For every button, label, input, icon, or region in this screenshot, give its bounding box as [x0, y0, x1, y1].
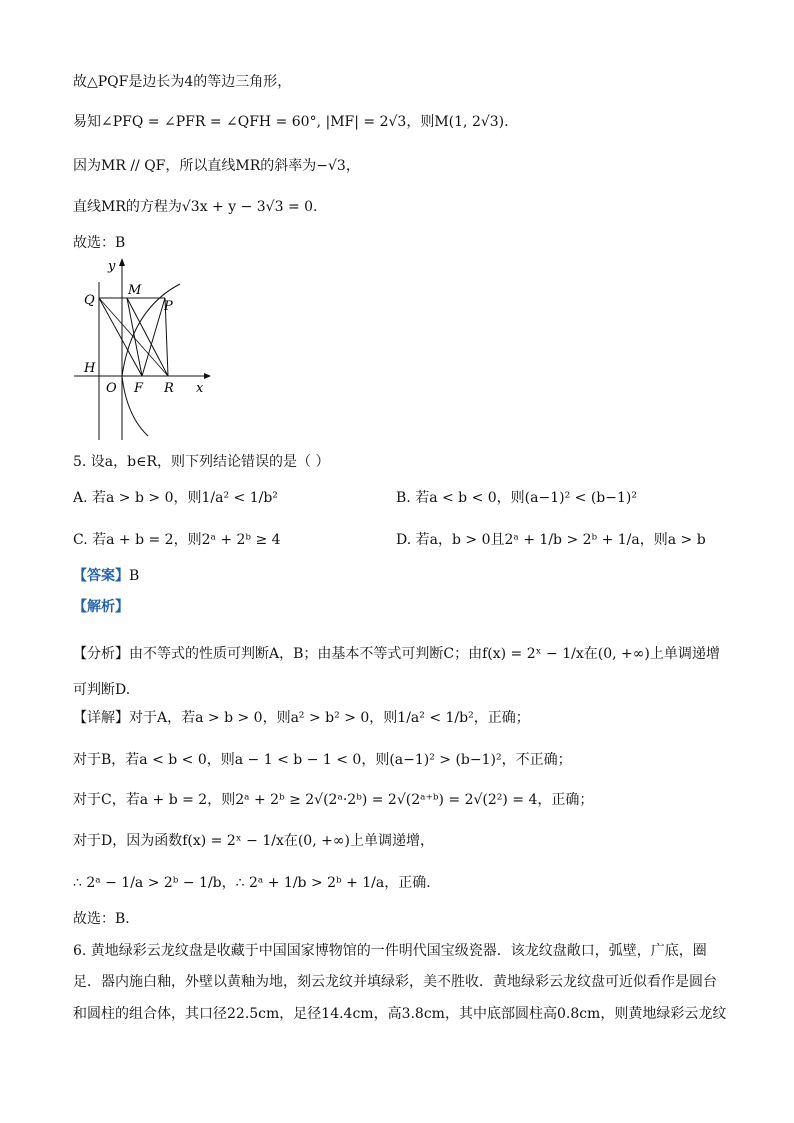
q5-detail-4: 对于D，因为函数f(x) = 2ˣ − 1/x在(0, +∞)上单调递增，	[73, 833, 434, 849]
q6-line-1: 6. 黄地绿彩云龙纹盘是收藏于中国国家博物馆的一件明代国宝级瓷器．该龙纹盘敞口，弧壁，广底，圈	[73, 943, 707, 959]
q5-detail-5: ∴ 2ᵃ − 1/a > 2ᵇ − 1/b，∴ 2ᵃ + 1/b > 2ᵇ + 1/a，正确.	[73, 875, 431, 891]
label-Q: Q	[84, 293, 95, 308]
q5-option-a: A. 若a > b > 0，则1/a² < 1/b²	[73, 490, 278, 506]
solution-line-4: 直线MR的方程为√3x + y − 3√3 = 0.	[73, 199, 318, 215]
solution-line-2: 易知∠PFQ = ∠PFR = ∠QFH = 60°, |MF| = 2√3，则M(1, 2√3).	[73, 114, 509, 130]
detail-a: 对于A，若a > b > 0，则a² > b² > 0，则1/a² < 1/b²，正确；	[129, 710, 530, 726]
q5-answer-row	[73, 566, 139, 586]
solution-choice: 故选：B	[73, 235, 126, 251]
q6-line-3: 和圆柱的组合体，其口径22.5cm，足径14.4cm，高3.8cm，其中底部圆柱高0.8cm，则黄地绿彩云龙纹	[73, 1006, 727, 1022]
label-P: P	[164, 299, 173, 314]
q5-detail-1	[73, 708, 530, 728]
solution-line-1: 故△PQF是边长为4的等边三角形，	[73, 74, 292, 90]
q5-option-b: B. 若a < b < 0，则(a−1)² < (b−1)²	[396, 490, 637, 506]
q5-detail-2: 对于B，若a < b < 0，则a − 1 < b − 1 < 0，则(a−1)² > (b−1)²，不正确；	[73, 752, 572, 768]
q5-end: 故选：B.	[73, 911, 130, 927]
jiexi-tag: 【解析】	[73, 599, 129, 615]
answer-tag: 【答案】	[73, 568, 129, 584]
q5-option-d: D. 若a，b > 0且2ᵃ + 1/b > 2ᵇ + 1/a，则a > b	[396, 532, 706, 548]
q5-fenxi	[73, 636, 723, 708]
q5-detail-3: 对于C，若a + b = 2，则2ᵃ + 2ᵇ ≥ 2√(2ᵃ·2ᵇ) = 2√(2ᵃ⁺ᵇ) = 2√(2²) = 4，正确；	[73, 792, 594, 808]
q5-option-c: C. 若a + b = 2，则2ᵃ + 2ᵇ ≥ 4	[73, 532, 281, 548]
xiangjie-tag: 【详解】	[73, 710, 129, 726]
x-arrow	[204, 373, 211, 379]
q6-line-2: 足．器内施白釉，外壁以黄釉为地，刻云龙纹并填绿彩，美不胜收．黄地绿彩云龙纹盘可近似看作是圆台	[73, 974, 717, 990]
y-arrow	[119, 258, 125, 266]
label-O: O	[106, 381, 117, 396]
segment-MF	[127, 298, 142, 376]
q5-jiexi-row	[73, 597, 129, 617]
label-F: F	[134, 381, 144, 396]
solution-line-3: 因为MR // QF，所以直线MR的斜率为−√3，	[73, 158, 360, 174]
parabola-figure	[70, 252, 220, 447]
label-M: M	[128, 283, 142, 298]
answer-value: B	[129, 568, 140, 584]
fenxi-text: 由不等式的性质可判断A，B；由基本不等式可判断C；由f(x) = 2ˣ − 1/x在(0, +∞)上单调递增可判断D.	[73, 646, 720, 698]
label-R: R	[164, 381, 174, 396]
label-x: x	[196, 381, 204, 396]
q5-stem: 5. 设a，b∈R，则下列结论错误的是（ ）	[73, 454, 330, 470]
label-y: y	[108, 259, 116, 274]
label-H: H	[84, 361, 96, 376]
fenxi-tag: 【分析】	[73, 646, 129, 662]
segment-QF	[99, 298, 142, 376]
